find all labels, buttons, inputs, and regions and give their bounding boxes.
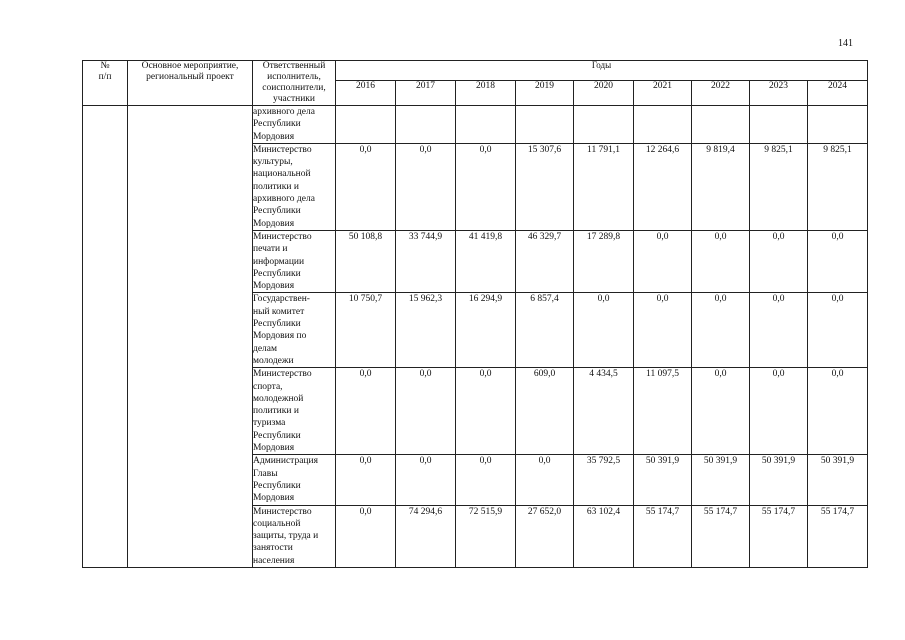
header-year-2018: 2018: [456, 81, 516, 106]
executor-line: Республики: [253, 206, 301, 217]
executor-line: культуры,: [253, 157, 293, 168]
executor-line: Республики: [253, 319, 301, 330]
executor-line: молодежной: [253, 393, 304, 404]
value-cell-2024: [808, 106, 868, 144]
value-cell-2022: 9 819,4: [692, 143, 750, 230]
value-cell-2019: 0,0: [516, 455, 574, 505]
header-year-2024: 2024: [808, 81, 868, 106]
value-cell-2017: 15 962,3: [396, 293, 456, 368]
executor-line: Мордовия по: [253, 331, 307, 342]
header-year-2016: 2016: [336, 81, 396, 106]
value-cell-2018: 72 515,9: [456, 505, 516, 567]
executor-cell: [253, 455, 336, 505]
value-cell-2016: 10 750,7: [336, 293, 396, 368]
header-year-2020: 2020: [574, 81, 634, 106]
executor-line: ный комитет: [253, 306, 305, 317]
number-cell: [83, 106, 128, 568]
value-cell-2019: 15 307,6: [516, 143, 574, 230]
executor-line: занятости: [253, 543, 293, 554]
value-cell-2020: 17 289,8: [574, 230, 634, 292]
executor-line: Мордовия: [253, 281, 295, 292]
value-cell-2018: 0,0: [456, 455, 516, 505]
executor-line: Министерство: [253, 231, 312, 242]
executor-line: информации: [253, 256, 305, 267]
header-number: [83, 61, 128, 106]
value-cell-2018: [456, 106, 516, 144]
header-year-2017: 2017: [396, 81, 456, 106]
value-cell-2024: 0,0: [808, 368, 868, 455]
value-cell-2019: 6 857,4: [516, 293, 574, 368]
value-cell-2017: [396, 106, 456, 144]
value-cell-2021: 12 264,6: [634, 143, 692, 230]
table-row: [83, 106, 868, 144]
executor-cell: [253, 230, 336, 292]
executor-line: печати и: [253, 244, 288, 255]
executor-line: Мордовия: [253, 443, 295, 454]
header-activity-text: Основное мероприятие, региональный проект: [141, 61, 239, 82]
executor-cell: [253, 505, 336, 567]
executor-line: спорта,: [253, 381, 283, 392]
executor-line: Республики: [253, 480, 301, 491]
value-cell-2023: 0,0: [750, 230, 808, 292]
value-cell-2017: 0,0: [396, 368, 456, 455]
value-cell-2021: 11 097,5: [634, 368, 692, 455]
executor-line: политики и: [253, 406, 299, 417]
value-cell-2021: 0,0: [634, 230, 692, 292]
value-cell-2021: [634, 106, 692, 144]
value-cell-2016: 50 108,8: [336, 230, 396, 292]
executor-cell: [253, 368, 336, 455]
executor-cell: [253, 143, 336, 230]
value-cell-2018: 0,0: [456, 143, 516, 230]
header-year-2022: 2022: [692, 81, 750, 106]
executor-line: делам: [253, 343, 278, 354]
value-cell-2019: [516, 106, 574, 144]
executor-line: национальной: [253, 169, 311, 180]
value-cell-2016: [336, 106, 396, 144]
executor-line: Министерство: [253, 369, 312, 380]
value-cell-2024: 9 825,1: [808, 143, 868, 230]
executor-line: Республики: [253, 430, 301, 441]
value-cell-2019: 609,0: [516, 368, 574, 455]
value-cell-2020: 11 791,1: [574, 143, 634, 230]
executor-cell: [253, 293, 336, 368]
executor-line: Администрация: [253, 456, 318, 467]
value-cell-2016: 0,0: [336, 505, 396, 567]
value-cell-2016: 0,0: [336, 143, 396, 230]
value-cell-2022: 50 391,9: [692, 455, 750, 505]
value-cell-2019: 46 329,7: [516, 230, 574, 292]
header-year-2021: 2021: [634, 81, 692, 106]
value-cell-2017: 33 744,9: [396, 230, 456, 292]
value-cell-2022: 55 174,7: [692, 505, 750, 567]
executor-line: политики и: [253, 181, 299, 192]
executor-line: молодежи: [253, 355, 294, 366]
header-years: Годы: [336, 61, 868, 81]
executor-line: Мордовия: [253, 218, 295, 229]
value-cell-2017: 0,0: [396, 455, 456, 505]
executor-line: Мордовия: [253, 131, 295, 142]
value-cell-2022: 0,0: [692, 230, 750, 292]
value-cell-2023: 0,0: [750, 293, 808, 368]
value-cell-2023: [750, 106, 808, 144]
header-activity: [128, 61, 253, 106]
value-cell-2020: 4 434,5: [574, 368, 634, 455]
funding-table: [82, 60, 868, 568]
executor-line: Главы: [253, 468, 278, 479]
value-cell-2020: 0,0: [574, 293, 634, 368]
value-cell-2018: 41 419,8: [456, 230, 516, 292]
value-cell-2022: 0,0: [692, 368, 750, 455]
value-cell-2021: 55 174,7: [634, 505, 692, 567]
value-cell-2016: 0,0: [336, 368, 396, 455]
executor-line: туризма: [253, 418, 286, 429]
value-cell-2020: [574, 106, 634, 144]
header-executor-text: Ответственный исполнитель, соисполнители, участники: [262, 61, 326, 104]
executor-line: Республики: [253, 268, 301, 279]
activity-cell: [128, 106, 253, 568]
value-cell-2024: 50 391,9: [808, 455, 868, 505]
executor-line: Государствен-: [253, 294, 310, 305]
value-cell-2017: 0,0: [396, 143, 456, 230]
executor-cell: [253, 106, 336, 144]
value-cell-2021: 0,0: [634, 293, 692, 368]
value-cell-2017: 74 294,6: [396, 505, 456, 567]
value-cell-2018: 16 294,9: [456, 293, 516, 368]
executor-line: защиты, труда и: [253, 531, 319, 542]
value-cell-2022: 0,0: [692, 293, 750, 368]
value-cell-2020: 63 102,4: [574, 505, 634, 567]
value-cell-2020: 35 792,5: [574, 455, 634, 505]
executor-line: Мордовия: [253, 493, 295, 504]
value-cell-2018: 0,0: [456, 368, 516, 455]
header-executor: [253, 61, 336, 106]
value-cell-2023: 0,0: [750, 368, 808, 455]
executor-line: Министерство: [253, 506, 312, 517]
executor-line: архивного дела: [253, 194, 315, 205]
value-cell-2021: 50 391,9: [634, 455, 692, 505]
value-cell-2022: [692, 106, 750, 144]
value-cell-2024: 0,0: [808, 293, 868, 368]
header-row: [83, 61, 868, 81]
header-year-2023: 2023: [750, 81, 808, 106]
page-number: 141: [838, 38, 853, 49]
value-cell-2019: 27 652,0: [516, 505, 574, 567]
header-year-2019: 2019: [516, 81, 574, 106]
value-cell-2024: 0,0: [808, 230, 868, 292]
executor-line: социальной: [253, 518, 301, 529]
executor-line: Министерство: [253, 144, 312, 155]
executor-line: населения: [253, 555, 295, 566]
value-cell-2023: 9 825,1: [750, 143, 808, 230]
value-cell-2023: 50 391,9: [750, 455, 808, 505]
executor-line: архивного дела: [253, 107, 315, 117]
value-cell-2016: 0,0: [336, 455, 396, 505]
value-cell-2024: 55 174,7: [808, 505, 868, 567]
executor-line: Республики: [253, 119, 301, 130]
value-cell-2023: 55 174,7: [750, 505, 808, 567]
header-number-text: № п/п: [98, 61, 112, 82]
